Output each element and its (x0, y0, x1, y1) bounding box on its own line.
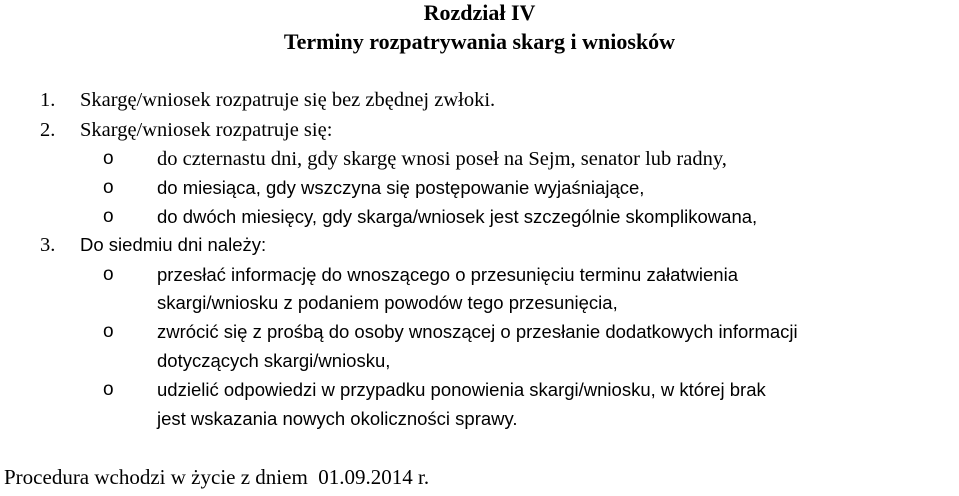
point-number-1: 1. (40, 89, 56, 111)
point-3-bullet-2-line-2: dotyczących skargi/wniosku, (157, 350, 391, 371)
bullet-marker: o (103, 206, 114, 227)
bullet-marker: o (103, 148, 114, 169)
point-3-bullet-2-line-1: zwrócić się z prośbą do osoby wnoszącej o przesłanie dodatkowych informacji (157, 321, 798, 342)
bullet-marker: o (103, 379, 114, 400)
point-2-bullet-2: do miesiąca, gdy wszczyna się postępowanie wyjaśniające, (157, 177, 645, 198)
effective-date-note: Procedura wchodzi w życie z dniem 01.09.2014 r. (4, 465, 430, 489)
point-text-1: Skargę/wniosek rozpatruje się bez zbędnej zwłoki. (80, 89, 496, 111)
point-text-3: Do siedmiu dni należy: (80, 234, 267, 255)
point-2-bullet-3: do dwóch miesięcy, gdy skarga/wniosek jest szczególnie skomplikowana, (157, 206, 758, 227)
point-3-bullet-1-line-1: przesłać informację do wnoszącego o przesunięciu terminu załatwienia (157, 264, 738, 285)
point-2-bullet-1: do czternastu dni, gdy skargę wnosi poseł na Sejm, senator lub radny, (157, 148, 727, 170)
point-3-bullet-3-line-2: jest wskazania nowych okoliczności sprawy. (157, 408, 518, 429)
point-number-3: 3. (40, 234, 56, 256)
point-text-2: Skargę/wniosek rozpatruje się: (80, 119, 333, 141)
chapter-subtitle: Terminy rozpatrywania skarg i wniosków (283, 29, 676, 54)
point-number-2: 2. (40, 119, 56, 141)
point-3-bullet-1-line-2: skargi/wniosku z podaniem powodów tego przesunięcia, (157, 292, 618, 313)
bullet-marker: o (103, 264, 114, 285)
bullet-marker: o (103, 321, 114, 342)
chapter-title: Rozdział IV (423, 0, 536, 25)
bullet-marker: o (103, 177, 114, 198)
point-3-bullet-3-line-1: udzielić odpowiedzi w przypadku ponowienia skargi/wniosku, w której brak (157, 379, 766, 400)
